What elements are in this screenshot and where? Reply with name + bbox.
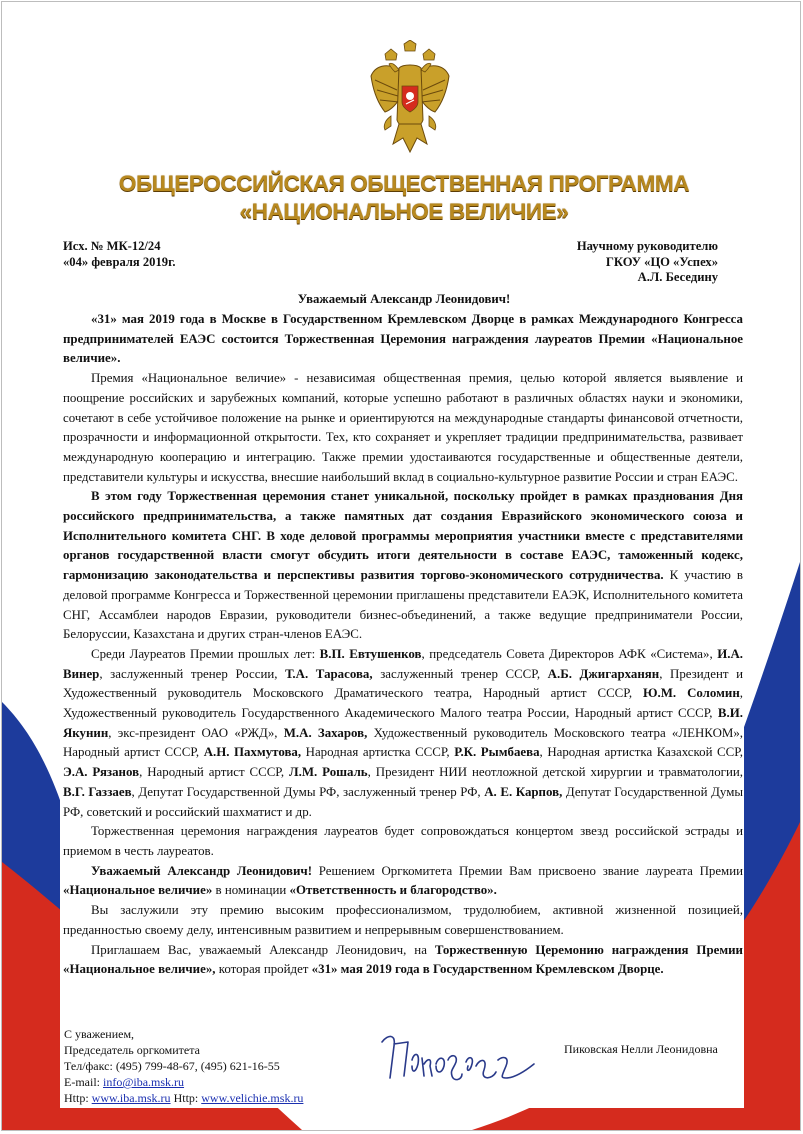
- laureate-desc: Художественный руководитель Московского театра «ЛЕНКОМ», Народный артист СССР,: [63, 725, 744, 760]
- paragraph-event: «31» мая 2019 года в Москве в Государственном Кремлевском Дворце в рамках Международного Конгресса предпринимателей ЕАЭС состоится Торжественная Церемония награждения лауреатов Премии «Национальное величие».: [63, 312, 743, 366]
- laureate-desc: , Художественный руководитель Государственного Академического Малого театра России, Народный артист СССР,: [63, 686, 743, 721]
- laureate-desc: , председатель Совета Директоров АФК «Система»,: [421, 646, 718, 661]
- org-title-line2: «НАЦИОНАЛЬНОЕ ВЕЛИЧИЕ»: [239, 199, 569, 224]
- laureate-name: Э.А. Рязанов: [63, 765, 140, 780]
- signature-contacts: [64, 1026, 303, 1106]
- laureate-name: М.А. Захаров,: [283, 725, 368, 740]
- outgoing-reference: [63, 239, 176, 270]
- addressee-line3: А.Л. Беседину: [637, 270, 718, 284]
- invitation-ceremony: Торжественную Церемонию награждения Премии «Национальное величие»,: [63, 942, 743, 977]
- laureate-desc: заслуженный тренер СССР,: [372, 666, 548, 681]
- letter-page: [1, 1, 801, 1131]
- signer-position: Председатель оргкомитета: [64, 1043, 200, 1057]
- invitation-date-venue: «31» мая 2019 года в Государственном Кремлевском Дворце.: [311, 962, 664, 977]
- paragraph-invitation: [63, 941, 743, 980]
- laureate-desc: , заслуженный тренер России,: [99, 666, 286, 681]
- laureate-desc: , Президент и Художественный руководитель Московского Драматического театра, Народный артист СССР,: [63, 666, 743, 701]
- laureate-name: А. Е. Карпов,: [484, 784, 563, 799]
- paragraph-award: [63, 862, 743, 901]
- http-label: Http:: [64, 1091, 92, 1105]
- paragraph-concert: Торжественная церемония награждения лауреатов будет сопровождаться концертом звезд российской эстрады и приемом в честь лауреатов.: [63, 824, 743, 858]
- paragraph-merit: Вы заслужили эту премию высоким профессионализмом, трудолюбием, активной жизненной позицией, преданностью своему делу, интенсивным развитием и непрерывным совершенствованием.: [63, 903, 743, 937]
- laureate-name: А.Н. Пахмутова,: [203, 745, 302, 760]
- paragraph-about-prize: Премия «Национальное величие» - независимая общественная премия, целью которой является выявление и поощрение российских и зарубежных компаний, которые успешно работают в различных областях науки и экономики, сочетают в себе устойчивое положение на рынке и ориентируются на международные стандарты финансовой отчетности, прозрачности и информационной открытости. Тех, кто сохраняет и укрепляет традиции предпринимательства, развивает международную кооперацию и интеграцию. Также премии удостаиваются государственные и общественные деятели, представители культуры и искусства, внесшие наибольший вклад в социально-культурное развитие России и стран ЕАЭС.: [63, 371, 743, 484]
- paragraph-ceremony: [63, 487, 743, 645]
- reference-date: «04» февраля 2019г.: [63, 254, 176, 269]
- addressee-line1: Научному руководителю: [576, 239, 718, 253]
- email-line: [64, 1074, 303, 1090]
- ceremony-bold-text: В этом году Торжественная церемония станет уникальной, поскольку пройдет в рамках празднования Дня российского предпринимательства, а также памятных дат создания Евразийского экономического союза и Исполнительного комитета СНГ. В ходе деловой программы мероприятия участники вместе с представителями органов государственной власти смогут обсудить итоги деятельности в составе ЕАЭС, таможенный кодекс, гармонизацию законодательства и перспективы развития торгово-экономического сотрудничества.: [63, 489, 743, 583]
- award-text: в номинации: [212, 883, 290, 898]
- laureate-name: В.И. Якунин: [63, 706, 743, 740]
- signer-name: Пиковская Нелли Леонидовна: [564, 1042, 718, 1056]
- laureate-desc: , Президент НИИ неотложной детской хирургии и травматологии,: [367, 765, 743, 780]
- addressee-block: [577, 239, 718, 286]
- award-greeting: Уважаемый Александр Леонидович!: [91, 863, 312, 878]
- http-label: Http:: [170, 1091, 202, 1105]
- handwritten-signature: [374, 1020, 544, 1094]
- award-nomination: «Ответственность и благородство».: [289, 883, 497, 898]
- laureate-name: И.А. Винер: [63, 646, 743, 681]
- website-link-velichie[interactable]: www.velichie.msk.ru: [201, 1091, 304, 1105]
- greeting: Уважаемый Александр Леонидович!: [297, 292, 511, 306]
- regards: С уважением,: [64, 1027, 135, 1041]
- letter-body: [63, 310, 743, 980]
- laureate-name: Р.К. Рымбаева: [454, 745, 540, 760]
- laureate-name: Ю.М. Соломин: [643, 686, 740, 701]
- email-label: E-mail:: [64, 1075, 103, 1089]
- laureate-desc: , экс-президент ОАО «РЖД»,: [108, 725, 284, 740]
- laureates-intro: Среди Лауреатов Премии прошлых лет:: [91, 646, 320, 661]
- laureate-desc: , Народная артистка Казахской ССР,: [539, 745, 743, 760]
- laureate-name: А.Б. Джигарханян: [547, 666, 660, 681]
- laureate-desc: , Народный артист СССР,: [139, 765, 289, 780]
- laureate-name: Л.М. Рошаль: [289, 765, 368, 780]
- website-line: [64, 1090, 303, 1106]
- phone-fax: Тел/факс: (495) 799-48-67, (495) 621-16-55: [64, 1059, 280, 1073]
- reference-number: Исх. № МК-12/24: [63, 239, 161, 253]
- invitation-text: Приглашаем Вас, уважаемый Александр Леонидович, на: [91, 942, 435, 957]
- laureate-desc: , Депутат Государственной Думы РФ, заслуженный тренер РФ,: [131, 784, 485, 799]
- double-headed-eagle-icon: [369, 40, 451, 158]
- laureate-desc: Депутат Государственной Думы РФ, советский и российский шахматист и др.: [63, 784, 744, 819]
- laureate-name: В.П. Евтушенков: [319, 646, 422, 661]
- laureate-name: Т.А. Тарасова,: [285, 666, 373, 681]
- award-text: Решением Оргкомитета Премии Вам присвоено звание лауреата Премии: [312, 863, 743, 878]
- laureate-name: В.Г. Газзаев: [63, 784, 132, 799]
- ceremony-text: К участию в деловой программе Конгресса и Торжественной церемонии приглашены представители ЕАЭК, Исполнительного комитета СНГ, Ассамблеи народов Евразии, руководители бизнес-объединений, а также ведущие предприниматели России, Белоруссии, Казахстана и других стран-членов ЕАЭС.: [63, 568, 743, 642]
- laureate-desc: Народная артистка СССР,: [301, 745, 455, 760]
- award-prize-name: «Национальное величие»: [63, 883, 213, 898]
- org-title-line1: ОБЩЕРОССИЙСКАЯ ОБЩЕСТВЕННАЯ ПРОГРАММА: [118, 171, 690, 196]
- invitation-text: которая пройдет: [215, 962, 312, 977]
- email-link[interactable]: info@iba.msk.ru: [103, 1075, 185, 1089]
- website-link-iba[interactable]: www.iba.msk.ru: [91, 1091, 171, 1105]
- paragraph-past-laureates: [63, 645, 743, 822]
- addressee-line2: ГКОУ «ЦО «Успех»: [605, 254, 718, 269]
